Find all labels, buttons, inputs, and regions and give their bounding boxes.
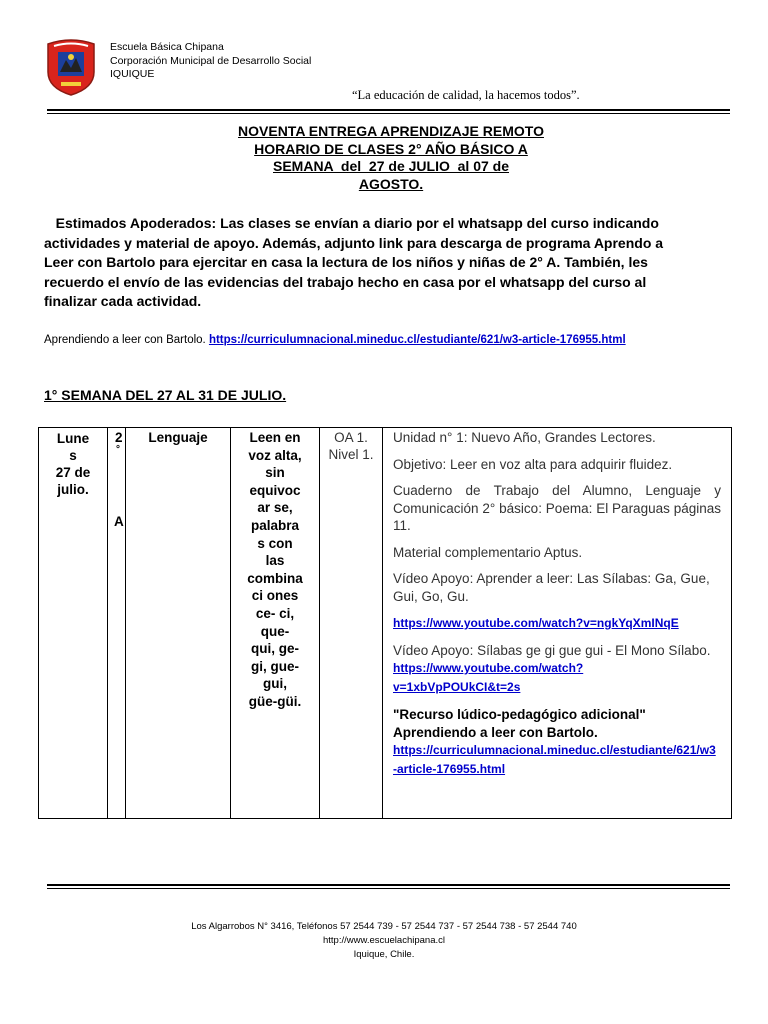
- intro-line: recuerdo el envío de las evidencias del trabajo hecho en casa por el whatsapp del curso al: [44, 273, 647, 290]
- objective-line: gui,: [263, 676, 287, 692]
- intro-line: actividades y material de apoyo. Además, adjunto link para descarga de programa Aprendo a: [44, 234, 664, 251]
- video2-text: Vídeo Apoyo: Sílabas ge gi gue gui - El Mono Sílabo.: [393, 642, 711, 658]
- footer-address: Los Algarrobos N° 3416, Teléfonos 57 2544 739 - 57 2544 737 - 57 2544 738 - 57 2544 740: [191, 921, 577, 932]
- footer-divider: [47, 884, 730, 886]
- objective-line: qui, ge-: [251, 641, 299, 657]
- objective-line: gi, gue-: [251, 658, 299, 674]
- schedule-table: [38, 427, 732, 819]
- workbook-text: Cuaderno de Trabajo del Alumno, Lenguaje y Comunicación 2° básico: Poema: El Paraguas páginas 11.: [393, 483, 721, 533]
- week-heading: 1° SEMANA DEL 27 AL 31 DE JULIO.: [44, 387, 287, 403]
- video1-link[interactable]: https://www.youtube.com/watch?v=ngkYqXmINqE: [393, 616, 679, 630]
- grade-cell: [108, 428, 126, 819]
- footer-divider-thin: [47, 888, 730, 889]
- objective-line: voz alta,: [248, 447, 302, 463]
- table-row: [39, 428, 732, 819]
- day-cell: [39, 428, 108, 819]
- intro-line: Leer con Bartolo para ejercitar en casa la lectura de los niños y niñas de 2° A. También, les: [44, 254, 648, 270]
- bartolo-label: Aprendiendo a leer con Bartolo.: [44, 334, 206, 346]
- oa-line: Nivel 1.: [328, 447, 374, 462]
- objective-line: sin: [265, 465, 285, 481]
- material-text: Material complementario Aptus.: [393, 544, 583, 560]
- objective-text: Objetivo: Leer en voz alta para adquirir fluidez.: [393, 456, 673, 472]
- document-title: [200, 123, 582, 193]
- corporation-name: Corporación Municipal de Desarrollo Social: [110, 54, 312, 67]
- school-info: [110, 41, 311, 82]
- objective-line: Leen en: [249, 430, 301, 445]
- footer-location: Iquique, Chile.: [353, 949, 415, 960]
- school-name: Escuela Básica Chipana: [110, 41, 224, 53]
- video1-text: Vídeo Apoyo: Aprender a leer: Las Sílabas: Ga, Gue, Gui, Go, Gu.: [393, 571, 710, 604]
- objective-line: ci ones: [251, 588, 299, 604]
- header-divider: [47, 109, 730, 111]
- objective-line: las: [265, 553, 285, 569]
- resource-link-cont[interactable]: -article-176955.html: [393, 761, 506, 776]
- title-line: HORARIO DE CLASES 2° AÑO BÁSICO A: [254, 140, 528, 157]
- resource-link[interactable]: https://curriculumnacional.mineduc.cl/estudiante/621/w3: [393, 743, 716, 757]
- video2-link[interactable]: https://www.youtube.com/watch?: [393, 661, 584, 675]
- grade-section: A: [114, 514, 124, 529]
- objective-line: equivoc: [249, 482, 301, 498]
- activity-cell: [383, 428, 732, 819]
- objective-line: güe-güi.: [248, 693, 302, 709]
- school-city: IQUIQUE: [110, 68, 155, 80]
- bartolo-link[interactable]: https://curriculumnacional.mineduc.cl/estudiante/621/w3-article-176955.html: [208, 334, 626, 346]
- grade-degree: °: [116, 444, 120, 455]
- video2-link-cont[interactable]: v=1xbVpPOUkCI&t=2s: [393, 679, 521, 694]
- footer: [0, 920, 768, 962]
- day-line: Lune: [56, 431, 90, 446]
- motto: “La educación de calidad, la hacemos todos”.: [352, 88, 580, 102]
- day-line: 27 de: [55, 465, 91, 480]
- objective-line: combina: [247, 570, 303, 586]
- title-line: AGOSTO.: [358, 175, 424, 192]
- intro-paragraph: [44, 214, 729, 312]
- footer-website[interactable]: http://www.escuelachipana.cl: [323, 935, 445, 946]
- oa-cell: [320, 428, 383, 819]
- day-line: s: [69, 448, 77, 463]
- resource-title: "Recurso lúdico-pedagógico adicional": [393, 707, 646, 722]
- school-logo: [44, 38, 98, 96]
- resource-subtitle: Aprendiendo a leer con Bartolo.: [393, 724, 598, 740]
- bartolo-link-line: [44, 334, 626, 346]
- subject-cell: Lenguaje: [126, 428, 231, 819]
- intro-line: finalizar cada actividad.: [44, 293, 202, 309]
- title-line: NOVENTA ENTREGA APRENDIZAJE REMOTO: [238, 123, 544, 139]
- objective-cell: [231, 428, 320, 819]
- intro-line: Estimados Apoderados: Las clases se envían a diario por el whatsapp del curso indicando: [44, 215, 659, 231]
- grade-number: 2: [115, 430, 123, 445]
- objective-line: ce- ci,: [255, 605, 295, 621]
- objective-line: palabra: [250, 517, 300, 533]
- oa-line: OA 1.: [334, 430, 368, 445]
- header-divider-thin: [47, 113, 730, 114]
- objective-line: ar se,: [257, 500, 293, 516]
- title-line: SEMANA del 27 de JULIO al 07 de: [273, 158, 509, 174]
- objective-line: s con: [257, 535, 293, 551]
- day-line: julio.: [57, 482, 89, 497]
- objective-line: que-: [260, 623, 290, 639]
- unit-text: Unidad n° 1: Nuevo Año, Grandes Lectores.: [393, 430, 656, 445]
